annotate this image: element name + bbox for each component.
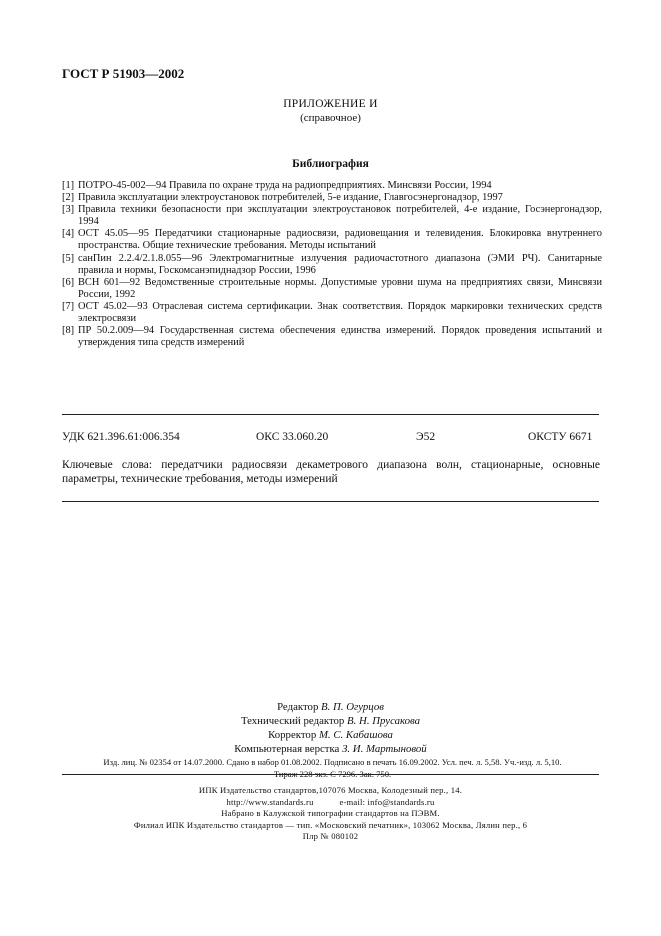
editor-line bbox=[0, 714, 661, 728]
bibliography-item bbox=[62, 253, 602, 277]
publisher-license: Плр № 080102 bbox=[302, 831, 359, 841]
document-header: ГОСТ Р 51903—2002 bbox=[62, 66, 185, 81]
divider bbox=[62, 774, 599, 775]
editors-block bbox=[0, 700, 661, 756]
keywords-text: Ключевые слова: передатчики радиосвязи декаметрового диапазона волн, стационарные, основные параметры, технические требования, методы измерений bbox=[62, 459, 600, 485]
publisher-contacts bbox=[0, 797, 661, 809]
editor-line bbox=[0, 742, 661, 756]
appendix-subtitle: (справочное) bbox=[300, 112, 361, 124]
publisher-print-note: Набрано в Калужской типографии стандартов на ПЭВМ. bbox=[221, 808, 440, 818]
publisher-block bbox=[0, 785, 661, 843]
editor-name: М. С. Кабашова bbox=[318, 729, 393, 741]
imprint-line: Изд. лиц. № 02354 от 14.07.2000. Сдано в набор 01.08.2002. Подписано в печать 16.09.2002. Усл. печ. л. 5,58. Уч.-изд. л. 5,10. bbox=[103, 757, 562, 767]
bibliography-item-number: [1] bbox=[62, 180, 75, 191]
editor-line bbox=[0, 728, 661, 742]
publisher-email[interactable]: e-mail: info@standards.ru bbox=[339, 796, 435, 807]
bibliography-item-text: санПин 2.2.4/2.1.8.055—96 Электромагнитные излучения радиочастотного диапазона (ЭМИ РЧ). Санитарные правила и нормы, Госкомсанэпиднадзор России, 1996 bbox=[78, 252, 602, 276]
editor-role: Компьютерная верстка bbox=[234, 743, 340, 755]
bibliography-item bbox=[62, 180, 602, 192]
udk-code: УДК 621.396.61:006.354 bbox=[62, 431, 180, 443]
bibliography-item bbox=[62, 192, 602, 204]
divider bbox=[62, 501, 599, 502]
publisher-address: ИПК Издательство стандартов,107076 Москва, Колодезный пер., 14. bbox=[198, 785, 463, 795]
editor-name: В. П. Огурцов bbox=[321, 701, 384, 713]
divider bbox=[62, 414, 599, 415]
bibliography-item bbox=[62, 204, 602, 228]
bibliography-item-number: [8] bbox=[62, 325, 75, 337]
bibliography-item-text: Правила техники безопасности при эксплуатации электроустановок потребителей, 4-е издание, Госэнергонадзор, 1994 bbox=[78, 204, 602, 228]
bibliography-item-text: ОСТ 45.05—95 Передатчики стационарные радиосвязи, радиовещания и телевидения. Блокировка внутреннего пространства. Общие технические требования. Методы испытаний bbox=[78, 228, 602, 252]
bibliography-item-text: ОСТ 45.02—93 Отраслевая система сертификации. Знак соответствия. Порядок маркировки технических средств электросвязи bbox=[78, 300, 602, 325]
bibliography-item-number: [3] bbox=[62, 204, 75, 216]
bibliography-item-number: [2] bbox=[62, 192, 75, 204]
imprint-block bbox=[60, 757, 605, 780]
bibliography-item-number: [4] bbox=[62, 228, 75, 240]
bibliography-title: Библиография bbox=[292, 158, 369, 170]
editor-role: Технический редактор bbox=[240, 715, 345, 727]
bibliography-item-text: ПР 50.2.009—94 Государственная система обеспечения единства измерений. Порядок проведения испытаний и утверждения типа средств измерений bbox=[78, 325, 602, 349]
e-code: Э52 bbox=[416, 431, 436, 443]
bibliography-item-number: [5] bbox=[62, 252, 75, 264]
editor-name: В. Н. Прусакова bbox=[347, 715, 421, 727]
oks-code: ОКС 33.060.20 bbox=[256, 431, 329, 443]
editor-role: Редактор bbox=[277, 701, 319, 713]
bibliography-item-text: Правила эксплуатации электроустановок потребителей, 5-е издание, Главгосэнергонадзор, 1997 bbox=[78, 192, 503, 204]
bibliography-item bbox=[62, 301, 602, 325]
bibliography-list bbox=[62, 180, 602, 349]
appendix-title: ПРИЛОЖЕНИЕ И bbox=[283, 98, 378, 110]
bibliography-item-number: [6] bbox=[62, 276, 75, 288]
bibliography-item bbox=[62, 228, 602, 252]
bibliography-item-text: ВСН 601—92 Ведомственные строительные нормы. Допустимые уровни шума на предприятиях связи, Минсвязи России, 1992 bbox=[78, 276, 602, 300]
editor-name: З. И. Мартыновой bbox=[342, 743, 427, 755]
imprint-line: Тираж 228 экз. С 7296. Зак. 750. bbox=[273, 768, 392, 779]
bibliography-item-text: ПОТРО-45-002—94 Правила по охране труда на радиопредприятиях. Минсвязи России, 1994 bbox=[78, 180, 492, 191]
publisher-website[interactable]: http://www.standards.ru bbox=[226, 796, 314, 807]
publisher-branch: Филиал ИПК Издательство стандартов — тип. «Московский печатник», 103062 Москва, Лялин пер., 6 bbox=[133, 819, 528, 830]
okstu-code: ОКСТУ 6671 bbox=[528, 431, 593, 443]
editor-role: Корректор bbox=[268, 729, 317, 741]
bibliography-item bbox=[62, 325, 602, 349]
bibliography-item-number: [7] bbox=[62, 300, 75, 312]
bibliography-item bbox=[62, 277, 602, 301]
editor-line bbox=[0, 700, 661, 714]
